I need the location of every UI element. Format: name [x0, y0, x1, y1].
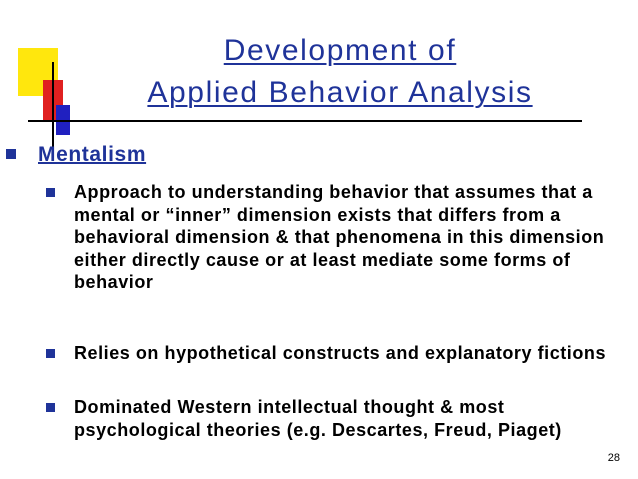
square-bullet-icon	[46, 349, 55, 358]
page-number: 28	[607, 452, 620, 464]
title-line-1: Development of	[223, 34, 457, 67]
vertical-rule	[52, 62, 54, 148]
sub-bullet	[46, 181, 606, 294]
square-bullet-icon	[6, 149, 16, 159]
sub-bullet	[46, 396, 606, 441]
title-underline-rule	[52, 120, 582, 122]
sub-bullet-text: Relies on hypothetical constructs and explanatory fictions	[74, 343, 607, 363]
square-bullet-icon	[46, 188, 55, 197]
sub-bullet	[46, 342, 606, 365]
corner-decoration	[0, 0, 110, 160]
sub-bullet-text: Approach to understanding behavior that assumes that a mental or “inner” dimension exists that differs from a behavioral dimension & that phenomena in this dimension either directly cause or at least mediate some forms of behavior	[74, 182, 605, 292]
main-bullet-text: Mentalism	[38, 143, 147, 166]
title-line-2: Applied Behavior Analysis	[147, 76, 533, 109]
slide-title	[100, 30, 580, 114]
main-bullet	[6, 143, 606, 167]
sub-bullet-text: Dominated Western intellectual thought & most psychological theories (e.g. Descartes, Freud, Piaget)	[74, 397, 562, 440]
square-bullet-icon	[46, 403, 55, 412]
